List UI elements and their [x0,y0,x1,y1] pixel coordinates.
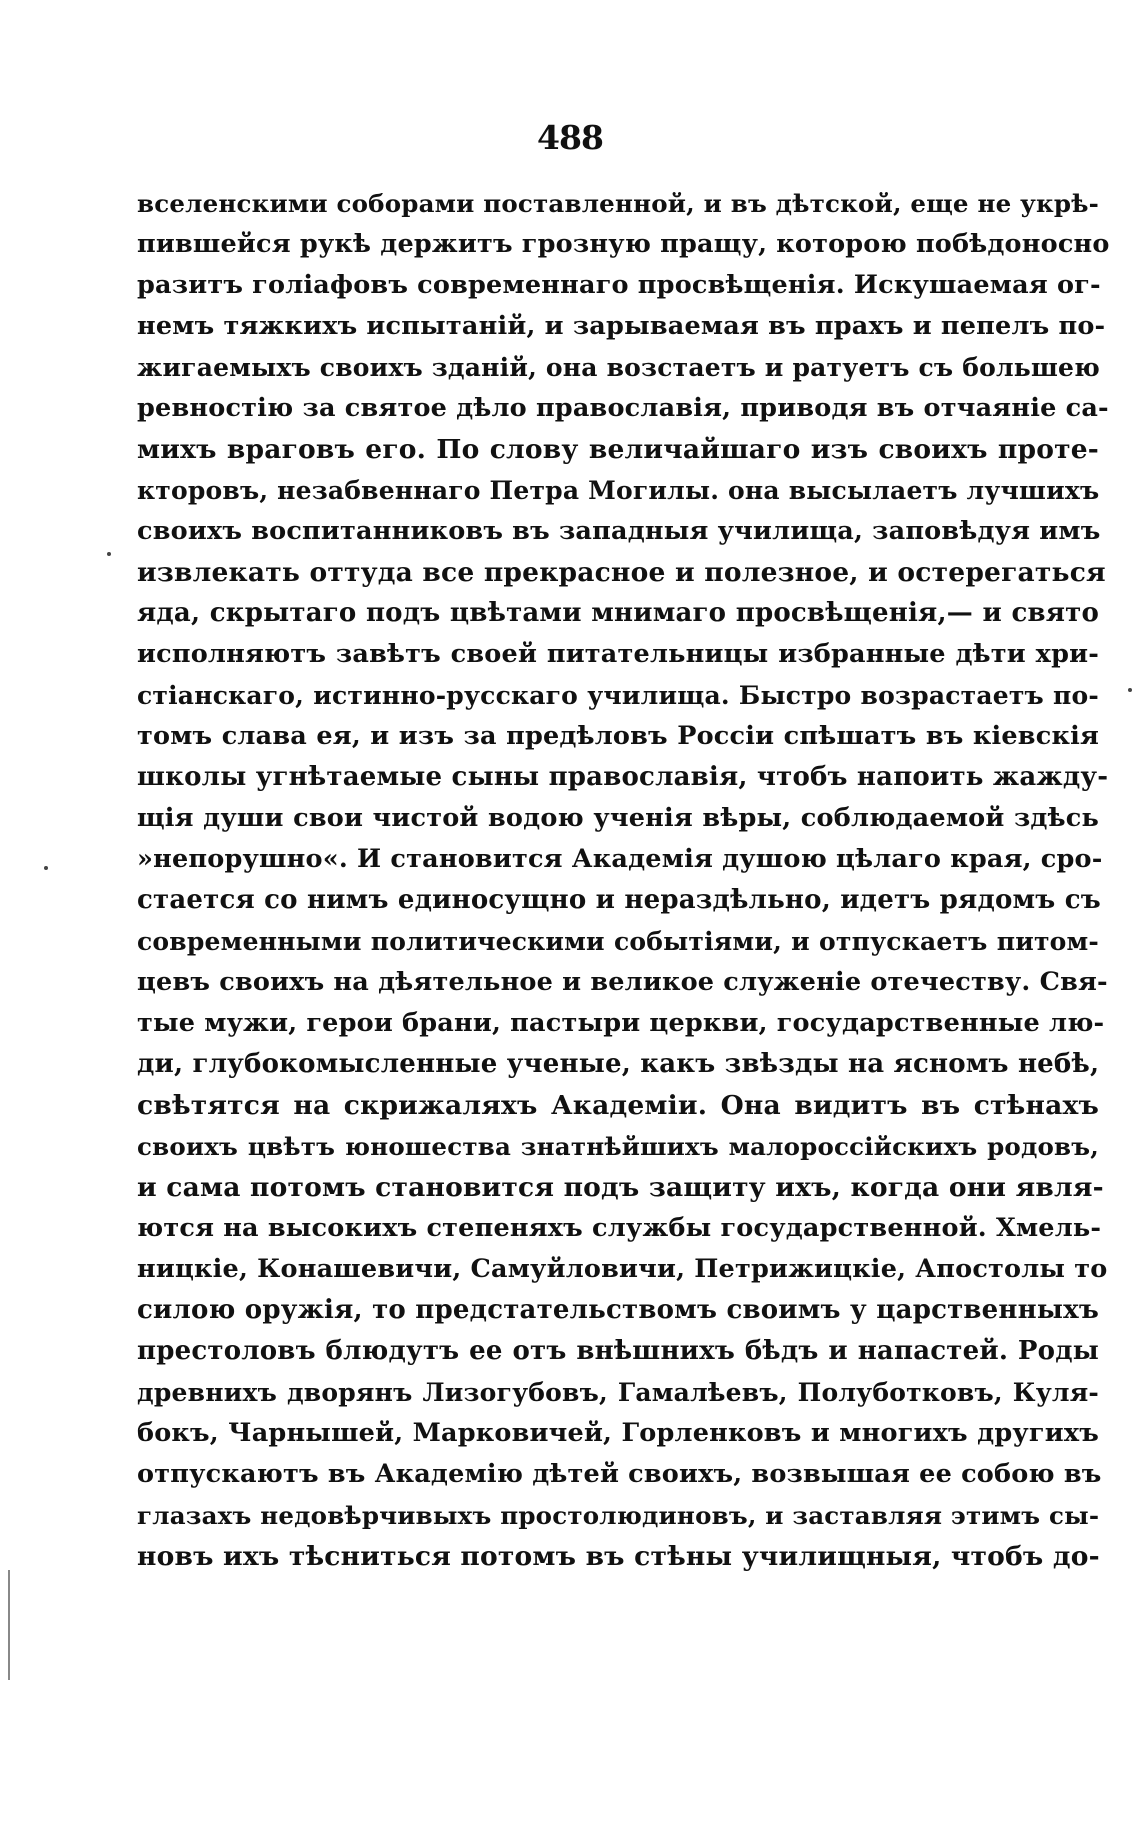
text-line: михъ враговъ его. По слову величайшаго изъ своихъ протe- [137,434,1099,465]
text-line: стіанскаго, истинно-русскаго училища. Быстро возрастаетъ по- [137,681,1099,710]
text-line: тые мужи, герои брани, пастыри церкви, государственные лю- [137,1008,1105,1038]
text-line: немъ тяжкихъ испытаній, и зарываемая въ прахъ и пепелъ по- [137,311,1106,341]
text-line: кторовъ, незабвеннаго Петра Могилы. она высылаетъ лучшихъ [137,476,1100,505]
text-line: щія души свои чистой водою ученія вѣры, соблюдаемой здѣсь [137,803,1099,833]
text-line: ются на высокихъ степеняхъ службы государственной. Хмель- [137,1213,1102,1243]
text-line: цевъ своихъ на дѣятельное и великое служеніе отечеству. Свя- [137,967,1108,997]
text-line: престоловъ блюдутъ ее отъ внѣшнихъ бѣдъ и напастей. Роды [137,1336,1099,1366]
scan-speck [44,866,48,870]
scan-edge-line [8,1570,10,1680]
text-line: стается со нимъ единосущно и нераздѣльно, идетъ рядомъ съ [137,885,1101,915]
text-line: древнихъ дворянъ Лизогубовъ, Гамалѣевъ, Полуботковъ, Куля- [137,1378,1099,1407]
text-line: томъ слава ея, и изъ за предѣловъ Россіи спѣшатъ въ кіевскія [137,721,1099,751]
text-line: ди, глубокомысленные ученые, какъ звѣзды на ясномъ небѣ, [137,1049,1100,1079]
text-line: ницкіе, Конашевичи, Самуйловичи, Петрижицкіе, Апостолы то [137,1254,1108,1284]
text-line: школы угнѣтаемые сыны православія, чтобъ напоить жажду- [137,762,1109,792]
text-line: извлекать оттуда все прекрасное и полезное, и остерегаться [137,557,1106,588]
text-line: разитъ голіафовъ современнаго просвѣщенія. Искушаемая ог- [137,270,1101,300]
text-line: отпускаютъ въ Академію дѣтей своихъ, возвышая ее собою въ [137,1459,1102,1489]
text-line: жигаемыхъ своихъ зданій, она возстаетъ и ратуетъ съ большею [137,353,1100,382]
scan-speck [107,552,111,556]
text-line: новъ ихъ тѣсниться потомъ въ стѣны училищныя, чтобъ до- [137,1541,1100,1572]
text-line: исполняютъ завѣтъ своей питательницы избранные дѣти хри- [137,639,1099,669]
text-line: своихъ воспитанниковъ въ западныя училища, заповѣдуя имъ [137,516,1101,546]
text-line: вселенскими соборами поставленной, и въ дѣтской, еще не укрѣ- [137,189,1099,218]
text-line: свѣтятся на скрижаляхъ Академіи. Она видитъ въ стѣнахъ [137,1090,1099,1121]
text-line: ревностію за святое дѣло православія, приводя въ отчаяніе са- [137,393,1109,423]
text-line: »непорушно«. И становится Академія душою цѣлаго края, сро- [137,844,1103,874]
text-line: пившейся рукѣ держитъ грозную пращу, которою побѣдоносно [137,229,1110,259]
text-line: бокъ, Чарнышей, Марковичей, Горленковъ и многихъ другихъ [137,1418,1099,1448]
text-line: и сама потомъ становится подъ защиту ихъ, когда они явля- [137,1172,1104,1203]
text-line: современными политическими событіями, и отпускаетъ питом- [137,927,1099,956]
text-line: своихъ цвѣтъ юношества знатнѣйшихъ малороссійскихъ родовъ, [137,1132,1099,1161]
body-text [137,183,1110,1577]
scan-speck [1128,688,1132,692]
page-number: 488 [537,118,603,157]
text-line: силою оружія, то предстательствомъ своимъ у царственныхъ [137,1295,1099,1325]
text-line: яда, скрытаго подъ цвѣтами мнимаго просвѣщенія,— и свято [137,598,1099,628]
text-line: глазахъ недовѣрчивыхъ простолюдиновъ, и заставляя этимъ сы- [137,1501,1100,1530]
